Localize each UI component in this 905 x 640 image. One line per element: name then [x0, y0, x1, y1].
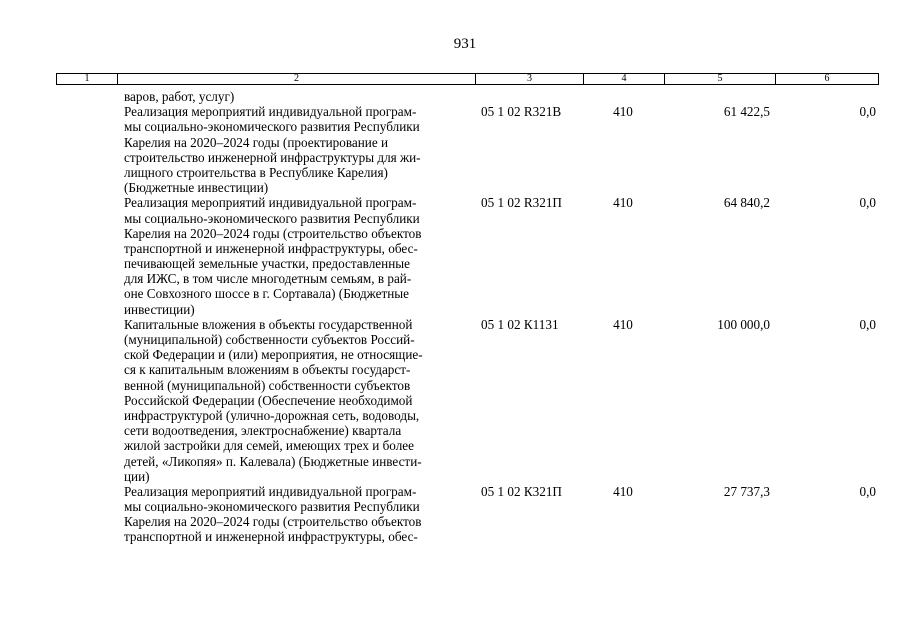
description-line: (муниципальной) собственности субъектов Россий- — [124, 332, 415, 347]
row-expense-type: 410 — [613, 195, 633, 211]
row-code: 05 1 02 К321П — [481, 484, 562, 500]
column-header-5: 5 — [665, 74, 776, 84]
description-line: оне Совхозного шоссе в г. Сортавала) (Бюджетные — [124, 286, 409, 302]
column-header-1: 1 — [57, 74, 118, 84]
row-amount-col5: 27 737,3 — [723, 484, 770, 500]
description-line: Реализация мероприятий индивидуальной програм- — [124, 104, 417, 120]
description-line: лищного строительства в Республике Карелия) — [124, 164, 388, 180]
description-line: (Бюджетные инвестиции) — [124, 180, 269, 196]
row-amount-col6: 0,0 — [859, 484, 876, 500]
description-line: Реализация мероприятий индивидуальной програм- — [124, 483, 417, 499]
description-line: инфраструктурой (улично-дорожная сеть, водоводы, — [124, 407, 420, 423]
page-number: 931 — [453, 36, 477, 52]
description-line: детей, «Ликопяя» п. Калевала) (Бюджетные инвести- — [124, 453, 422, 469]
row-code: 05 1 02 R321В — [481, 104, 562, 120]
column-header-6: 6 — [824, 73, 830, 84]
continuation-line: варов, работ, услуг) — [124, 89, 235, 104]
row-code: 05 1 02 К1131 — [481, 317, 559, 332]
column-header-2: 2 — [118, 74, 476, 84]
description-line: ся к капитальным вложениям в объекты государст- — [124, 362, 411, 378]
description-line: жилой застройки для семей, имеющих трех и более — [124, 438, 414, 454]
row-code: 05 1 02 R321П — [481, 195, 562, 211]
description-line: печивающей земельные участки, предоставленные — [124, 256, 410, 272]
description-line: мы социально-экономического развития Республики — [124, 119, 420, 135]
description-line: ской Федерации и (или) мероприятия, не относящие- — [124, 347, 423, 363]
column-header-4: 4 — [584, 74, 665, 84]
description-line: Реализация мероприятий индивидуальной програм- — [124, 195, 417, 211]
description-line: Карелия на 2020–2024 годы (строительство объектов — [124, 225, 422, 241]
table-body-description-column — [124, 89, 469, 545]
description-line: сети водоотведения, электроснабжение) квартала — [124, 423, 402, 439]
description-line: мы социально-экономического развития Республики — [124, 210, 420, 226]
description-line: Капитальные вложения в объекты государственной — [124, 316, 413, 332]
description-line: инвестиции) — [124, 301, 195, 317]
table-header-row — [56, 73, 879, 85]
row-amount-col6: 0,0 — [859, 195, 876, 211]
description-line: мы социально-экономического развития Республики — [124, 499, 420, 515]
row-amount-col5: 64 840,2 — [723, 195, 770, 211]
description-line: венной (муниципальной) собственности субъектов — [124, 377, 411, 393]
row-expense-type: 410 — [613, 104, 633, 120]
description-line: ции) — [124, 468, 150, 484]
row-expense-type: 410 — [613, 317, 633, 332]
description-line: Карелия на 2020–2024 годы (строительство объектов — [124, 514, 422, 530]
row-amount-col6: 0,0 — [859, 317, 876, 332]
description-line: транспортной и инженерной инфраструктуры, обес- — [124, 240, 418, 256]
description-line: транспортной и инженерной инфраструктуры, обес- — [124, 529, 418, 545]
description-line: Карелия на 2020–2024 годы (проектирование и — [124, 134, 389, 150]
row-expense-type: 410 — [613, 484, 633, 500]
description-line: Российской Федерации (Обеспечение необходимой — [124, 392, 413, 408]
description-line: для ИЖС, в том числе многодетным семьям, в рай- — [124, 271, 412, 287]
row-amount-col5: 61 422,5 — [723, 104, 770, 120]
row-amount-col6: 0,0 — [859, 104, 876, 120]
description-line: строительство инженерной инфраструктуры для жи- — [124, 149, 421, 165]
column-header-3: 3 — [476, 74, 584, 84]
row-amount-col5: 100 000,0 — [717, 317, 770, 332]
